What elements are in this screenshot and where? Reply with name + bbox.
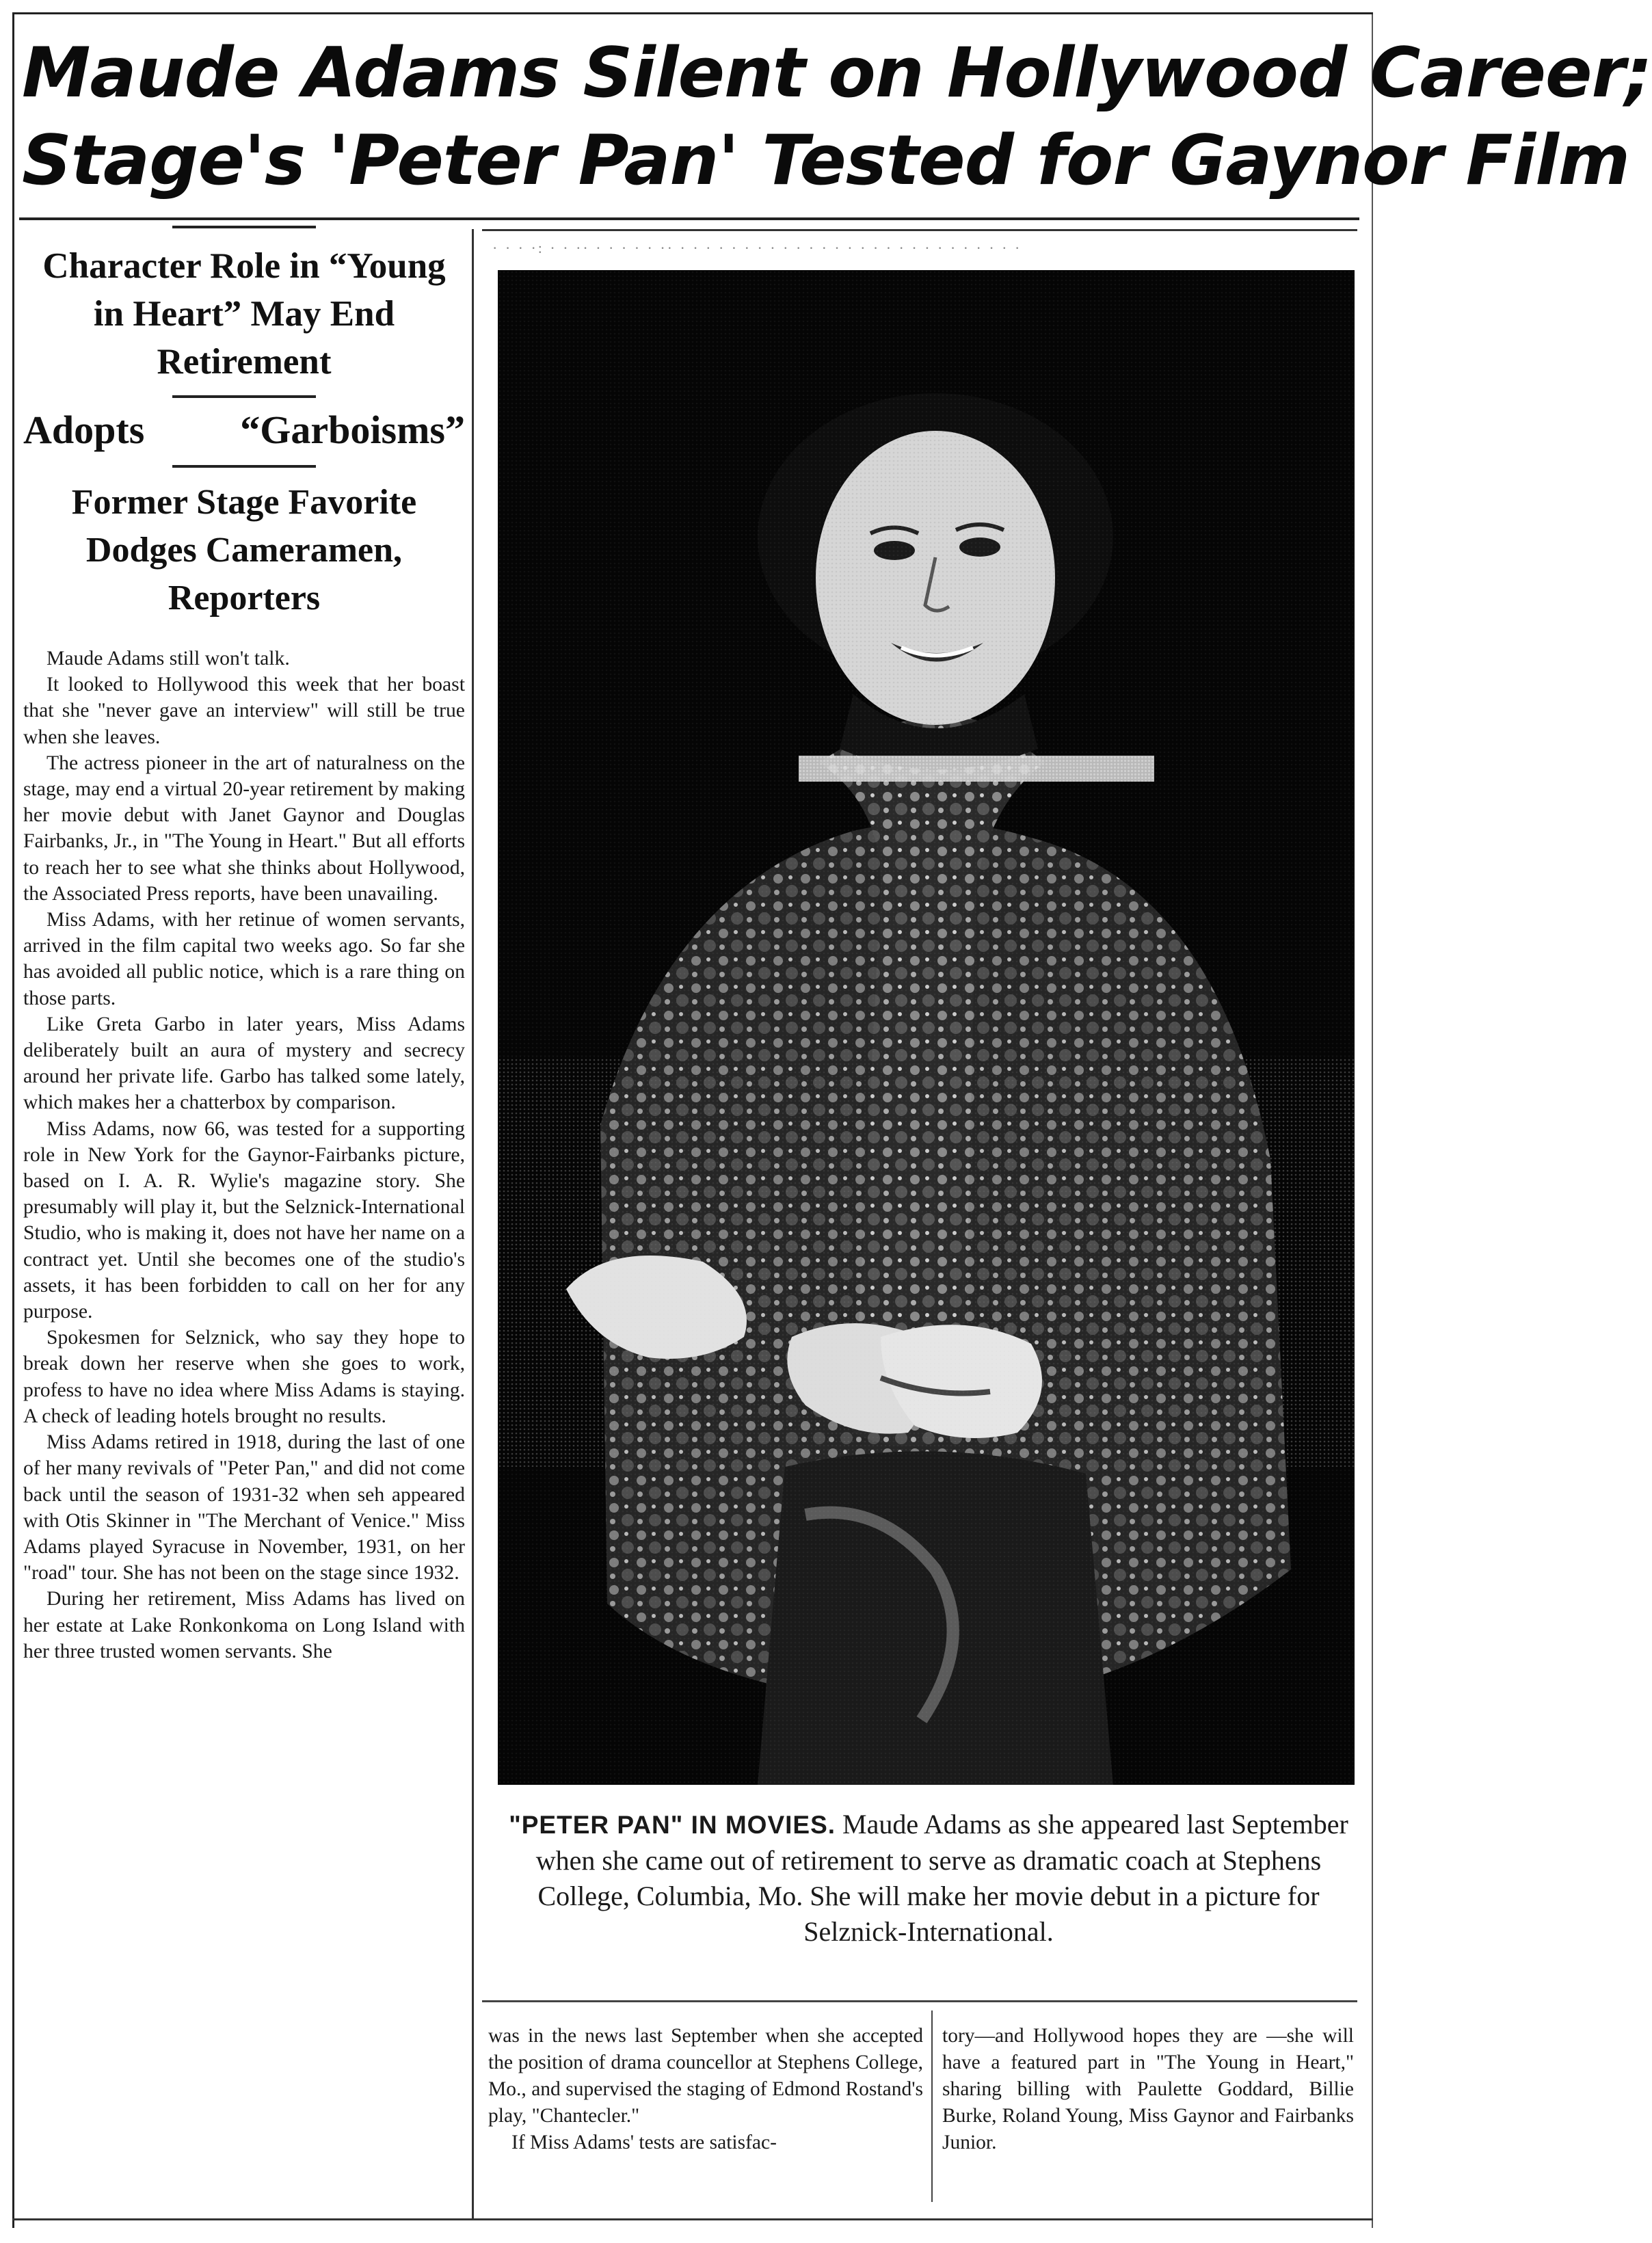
article-paragraph: The actress pioneer in the art of naturalness on the stage, may end a virtual 20-year retirement by making her movie debut with Janet Gaynor and Douglas Fairbanks, Jr., in "The Young in Heart." But all efforts to reach her to see what she thinks about Hollywood, the Associated Press reports, have been unavailing. (23, 752, 465, 905)
article-paragraph: Miss Adams, now 66, was tested for a supporting role in New York for the Gaynor-Fairbanks picture, based on I. A. R. Wylie's magazine story. She presumably will play it, but the Selznick-International Studio, who is making it, does not have her name on a contract yet. Until she becomes one of the studio's assets, it has been forbidden to call on her for any purpose. (23, 1117, 465, 1323)
column-rule (472, 229, 474, 2219)
photo-caption (505, 1807, 1353, 1950)
article-paragraph: During her retirement, Miss Adams has lived on her estate at Lake Ronkonkoma on Long Island with her three trusted women servants. She (23, 1588, 465, 1662)
article-paragraph: Spokesmen for Selznick, who say they hope to break down her reserve when she goes to work, profess to have no idea where Miss Adams is staying. A check of leading hotels brought no results. (23, 1327, 465, 1427)
deck-dash (172, 465, 316, 468)
caption-rule (482, 2000, 1357, 2002)
column-rule (931, 2010, 933, 2202)
deck-2: Adopts “Garboisms” (23, 408, 465, 452)
headline-rule (19, 217, 1359, 220)
headline-line-1: Maude Adams Silent on Hollywood Career; (22, 32, 1652, 113)
top-rule (12, 12, 1373, 14)
photo-top-rule (482, 229, 1357, 231)
article-paragraph: Miss Adams, with her retinue of women servants, arrived in the film capital two weeks ago. So far she has avoided all public notice, which is a rare thing on those parts. (23, 909, 465, 1009)
photo-maude-adams (498, 270, 1355, 1785)
photo-illustration (498, 270, 1355, 1785)
photo-halftone-strip: · · · ·: · · ·· · · · · · ·· · · · · · · · · · · · · · · · · · · · · · · · · · · · (492, 239, 1022, 256)
continuation-column-2 (942, 2023, 1354, 2156)
bottom-rule (12, 2218, 1373, 2220)
caption-lead: "PETER PAN" IN MOVIES. (509, 1811, 836, 1839)
deck-dash (172, 395, 316, 398)
article-paragraph: was in the news last September when she accepted the position of drama councellor at Stephens College, Mo., and supervised the staging of Edmond Rostand's play, "Chantecler." (488, 2025, 923, 2127)
article-paragraph: Miss Adams retired in 1918, during the last of one of her many revivals of "Peter Pan," and did not come back until the season of 1931-32 when seh appeared with Otis Skinner in "The Merchant of Venice." Miss Adams played Syracuse in November, 1931, on her "road" tour. She has not been on the stage since 1932. (23, 1431, 465, 1584)
deck-1: Character Role in “Young in Heart” May End Retirement (42, 246, 446, 382)
article-body (23, 646, 465, 1664)
article-paragraph: It looked to Hollywood this week that her boast that she "never gave an interview" will still be true when she leaves. (23, 674, 465, 748)
article-paragraph: tory—and Hollywood hopes they are —she will have a featured part in "The Young in Heart," sharing billing with Paulette Goddard, Billie Burke, Roland Young, Miss Gaynor and Fairbanks Junior. (942, 2025, 1354, 2153)
article-paragraph: If Miss Adams' tests are satisfac- (511, 2132, 777, 2153)
headline (22, 29, 1652, 204)
article-paragraph: Like Greta Garbo in later years, Miss Adams deliberately built an aura of mystery and secrecy around her private life. Garbo has talked some lately, which makes her a chatterbox by comparison. (23, 1013, 465, 1114)
deck-dash (172, 226, 316, 228)
continuation-column-1 (488, 2023, 923, 2156)
headline-line-2: Stage's 'Peter Pan' Tested for Gaynor Film (22, 120, 1629, 200)
caption-text: Maude Adams as she appeared last September when she came out of retirement to serve as dramatic coach at Stephens College, Columbia, Mo. She will make her movie debut in a picture for Selznick-International. (535, 1809, 1348, 1947)
deck-3: Former Stage Favorite Dodges Cameramen, Reporters (71, 483, 417, 618)
article-paragraph: Maude Adams still won't talk. (46, 648, 290, 669)
left-column (23, 226, 465, 1664)
